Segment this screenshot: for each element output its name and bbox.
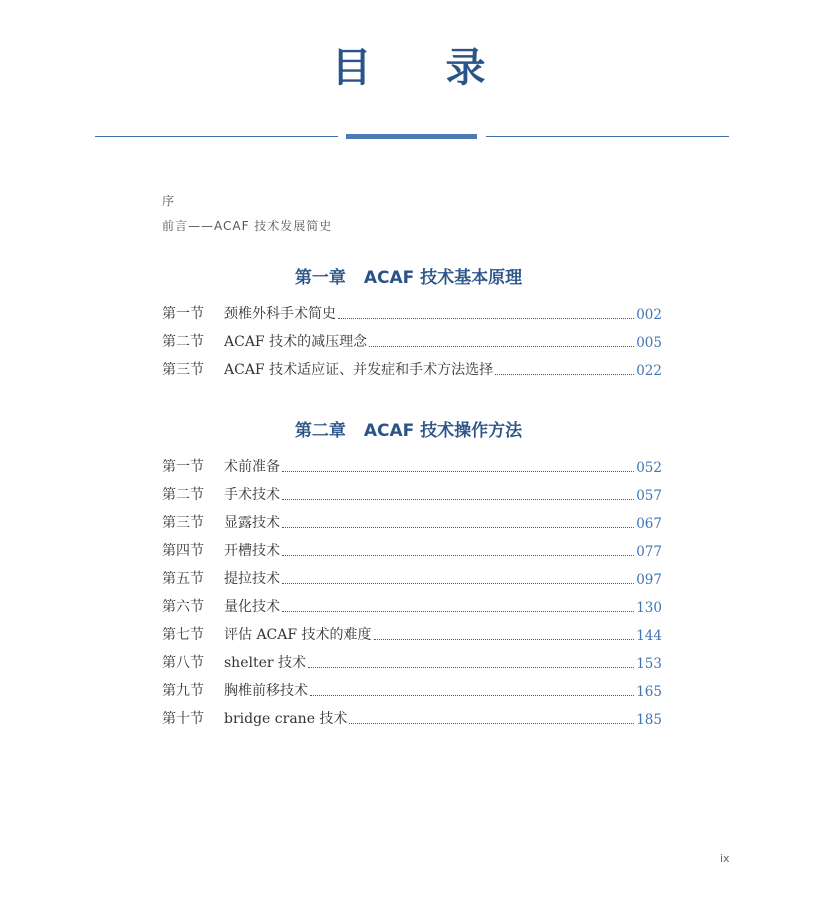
- section-name: shelter 技术: [224, 655, 307, 671]
- section-label: 第六节: [162, 599, 204, 615]
- title-rule-center: [346, 134, 477, 139]
- toc-entry: [162, 359, 662, 379]
- chapter-heading: [0, 263, 817, 288]
- toc-entry: [162, 680, 662, 700]
- section-page: 022: [636, 363, 662, 379]
- section-label: 第二节: [162, 334, 204, 350]
- section-label: 第三节: [162, 515, 204, 531]
- toc-entry: [162, 484, 662, 504]
- section-label: 第五节: [162, 571, 204, 587]
- chapter-number: 第二章: [294, 421, 346, 441]
- section-label: 第十节: [162, 711, 204, 727]
- section-page: 057: [636, 488, 662, 504]
- section-page: 077: [636, 544, 662, 560]
- section-name: 开槽技术: [224, 543, 280, 559]
- section-name: 量化技术: [224, 599, 280, 615]
- dot-leader: [282, 554, 634, 556]
- page-title: 目 录: [331, 45, 516, 91]
- title-rule-right: [486, 136, 729, 137]
- section-name: ACAF 技术适应证、并发症和手术方法选择: [224, 362, 494, 378]
- front-matter-preface: 序: [162, 194, 176, 208]
- chapter-title: ACAF 技术操作方法: [363, 421, 523, 441]
- chapter-number: 第一章: [294, 268, 346, 288]
- section-page: 144: [636, 628, 662, 644]
- section-name: ACAF 技术的减压理念: [224, 334, 368, 350]
- dot-leader: [282, 610, 634, 612]
- front-matter-foreword: 前言——ACAF 技术发展简史: [162, 219, 333, 233]
- section-page: 130: [636, 600, 662, 616]
- dot-leader: [338, 317, 634, 319]
- section-label: 第八节: [162, 655, 204, 671]
- toc-entry: [162, 624, 662, 644]
- section-page: 067: [636, 516, 662, 532]
- section-name: 提拉技术: [224, 571, 280, 587]
- section-label: 第一节: [162, 306, 204, 322]
- chapter-heading: [0, 416, 817, 441]
- section-page: 165: [636, 684, 662, 700]
- page-number: ix: [720, 852, 730, 865]
- section-label: 第二节: [162, 487, 204, 503]
- section-label: 第七节: [162, 627, 204, 643]
- toc-entry: [162, 708, 662, 728]
- section-name: 显露技术: [224, 515, 280, 531]
- section-name: 术前准备: [224, 459, 280, 475]
- section-label: 第四节: [162, 543, 204, 559]
- section-name: bridge crane 技术: [224, 711, 348, 727]
- dot-leader: [282, 498, 634, 500]
- section-label: 第三节: [162, 362, 204, 378]
- section-name: 手术技术: [224, 487, 280, 503]
- toc-entry: [162, 652, 662, 672]
- section-name: 评估 ACAF 技术的难度: [224, 627, 372, 643]
- toc-entry: [162, 331, 662, 351]
- dot-leader: [349, 722, 634, 724]
- section-label: 第九节: [162, 683, 204, 699]
- dot-leader: [282, 470, 634, 472]
- dot-leader: [374, 638, 635, 640]
- section-name: 颈椎外科手术简史: [224, 306, 336, 322]
- section-label: 第一节: [162, 459, 204, 475]
- toc-entry: [162, 303, 662, 323]
- toc-entry: [162, 456, 662, 476]
- toc-entry: [162, 512, 662, 532]
- title-rule-left: [95, 136, 338, 137]
- dot-leader: [282, 582, 634, 584]
- dot-leader: [308, 666, 634, 668]
- dot-leader: [369, 345, 634, 347]
- section-page: 185: [636, 712, 662, 728]
- section-page: 097: [636, 572, 662, 588]
- dot-leader: [495, 373, 634, 375]
- dot-leader: [282, 526, 634, 528]
- toc-entry: [162, 540, 662, 560]
- toc-entry: [162, 568, 662, 588]
- toc-entry: [162, 596, 662, 616]
- chapter-title: ACAF 技术基本原理: [363, 268, 523, 288]
- section-name: 胸椎前移技术: [224, 683, 308, 699]
- section-page: 153: [636, 656, 662, 672]
- section-page: 005: [636, 335, 662, 351]
- section-page: 052: [636, 460, 662, 476]
- dot-leader: [310, 694, 634, 696]
- section-page: 002: [636, 307, 662, 323]
